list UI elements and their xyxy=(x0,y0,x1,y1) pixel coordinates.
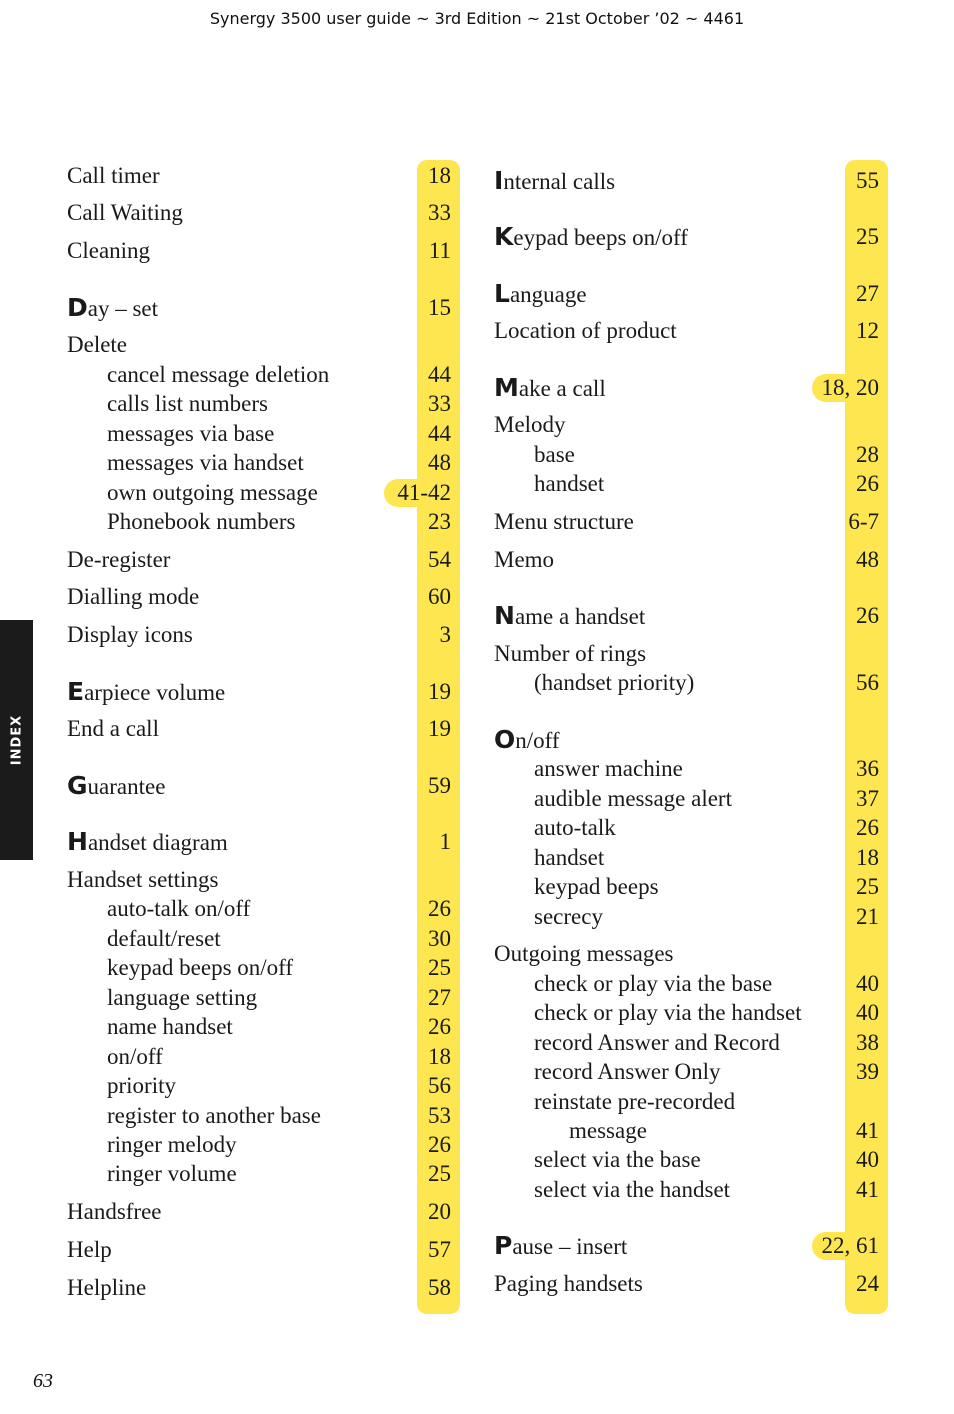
entry-page-number: 25 xyxy=(428,955,451,980)
index-entry xyxy=(534,1145,879,1175)
entry-text: record Answer Only xyxy=(534,1059,721,1084)
entry-text: ay – set xyxy=(87,296,159,321)
index-entry xyxy=(107,360,451,390)
index-entry xyxy=(534,813,879,843)
entry-page-number: 27 xyxy=(856,281,879,306)
section-initial-letter: D xyxy=(67,293,88,322)
entry-page-number: 20 xyxy=(428,1199,451,1224)
index-entry xyxy=(67,620,451,650)
entry-page-number: 33 xyxy=(428,391,451,416)
entry-page-number: 33 xyxy=(428,200,451,225)
index-entry xyxy=(494,279,879,309)
section-initial-letter: M xyxy=(494,373,519,402)
index-entry xyxy=(67,1235,451,1265)
entry-text: Call timer xyxy=(67,163,160,188)
index-entry xyxy=(534,872,879,902)
entry-page-number: 21 xyxy=(856,904,879,929)
entry-text: anguage xyxy=(509,282,587,307)
entry-text: andset diagram xyxy=(87,830,228,855)
index-entry xyxy=(494,507,879,537)
entry-text: own outgoing message xyxy=(107,480,318,505)
index-entry xyxy=(494,222,879,252)
entry-text: nternal calls xyxy=(503,169,616,194)
index-entry xyxy=(107,1159,451,1189)
index-entry xyxy=(494,1269,879,1299)
entry-text: messages via handset xyxy=(107,450,304,475)
index-entry xyxy=(67,1197,451,1227)
entry-page-number: 26 xyxy=(428,1014,451,1039)
entry-page-number: 26 xyxy=(856,603,879,628)
index-entry xyxy=(534,668,879,698)
index-entry xyxy=(107,894,451,924)
index-entry xyxy=(67,293,451,323)
entry-page-number: 19 xyxy=(428,679,451,704)
index-entry xyxy=(107,507,451,537)
entry-text: messages via base xyxy=(107,421,275,446)
entry-page-number: 57 xyxy=(428,1237,451,1262)
entry-text: Melody xyxy=(494,412,566,437)
entry-text: ringer volume xyxy=(107,1161,237,1186)
entry-text: End a call xyxy=(67,716,159,741)
index-entry xyxy=(534,998,879,1028)
entry-text: Phonebook numbers xyxy=(107,509,296,534)
index-entry xyxy=(534,754,879,784)
section-initial-letter: L xyxy=(494,279,510,308)
entry-page-number: 53 xyxy=(428,1103,451,1128)
entry-page-number: 25 xyxy=(856,874,879,899)
entry-page-number: 15 xyxy=(428,295,451,320)
entry-text: priority xyxy=(107,1073,176,1098)
index-entry xyxy=(534,902,879,932)
index-entry xyxy=(107,924,451,954)
entry-page-number: 48 xyxy=(428,450,451,475)
entry-page-number: 1 xyxy=(439,829,451,854)
entry-text: Call Waiting xyxy=(67,200,183,225)
index-entry xyxy=(494,639,879,669)
index-entry xyxy=(534,1087,879,1117)
entry-page-number: 27 xyxy=(428,985,451,1010)
index-entry xyxy=(534,440,879,470)
index-entry xyxy=(67,582,451,612)
entry-text: cancel message deletion xyxy=(107,362,330,387)
entry-text: auto-talk xyxy=(534,815,616,840)
index-entry xyxy=(107,1071,451,1101)
entry-text: ake a call xyxy=(518,376,606,401)
entry-page-number: 18 xyxy=(428,1044,451,1069)
entry-page-number: 18, 20 xyxy=(821,375,879,400)
section-initial-letter: P xyxy=(494,1231,513,1260)
index-entry xyxy=(494,410,879,440)
entry-page-number: 25 xyxy=(856,224,879,249)
index-entry xyxy=(67,198,451,228)
entry-text: select via the handset xyxy=(534,1177,731,1202)
entry-text: secrecy xyxy=(534,904,603,929)
entry-text: language setting xyxy=(107,985,258,1010)
entry-text: Handsfree xyxy=(67,1199,162,1224)
entry-page-number: 44 xyxy=(428,421,451,446)
entry-text: Cleaning xyxy=(67,238,151,263)
entry-text: ringer melody xyxy=(107,1132,237,1157)
index-entry xyxy=(107,1042,451,1072)
index-tab-label: INDEX xyxy=(9,714,24,766)
entry-text: calls list numbers xyxy=(107,391,268,416)
index-entry xyxy=(494,373,879,403)
entry-text: n/off xyxy=(515,728,560,753)
index-entry xyxy=(107,953,451,983)
index-entry xyxy=(494,725,879,755)
entry-text: De-register xyxy=(67,547,171,572)
index-entry xyxy=(67,236,451,266)
entry-page-number: 26 xyxy=(856,815,879,840)
entry-page-number: 23 xyxy=(428,509,451,534)
index-entry xyxy=(494,545,879,575)
entry-text: select via the base xyxy=(534,1147,701,1172)
entry-page-number: 40 xyxy=(856,1147,879,1172)
page-number: 63 xyxy=(33,1370,53,1392)
entry-page-number: 30 xyxy=(428,926,451,951)
index-entry xyxy=(67,545,451,575)
entry-text: Helpline xyxy=(67,1275,147,1300)
entry-text: Display icons xyxy=(67,622,193,647)
entry-text: message xyxy=(569,1118,647,1143)
entry-text: handset xyxy=(534,845,605,870)
entry-text: Dialling mode xyxy=(67,584,200,609)
index-entry xyxy=(534,469,879,499)
index-entry xyxy=(67,677,451,707)
index-entry xyxy=(107,389,451,419)
entry-page-number: 37 xyxy=(856,786,879,811)
entry-text: on/off xyxy=(107,1044,163,1069)
entry-text: name handset xyxy=(107,1014,233,1039)
index-entry xyxy=(534,1057,879,1087)
entry-page-number: 18 xyxy=(856,845,879,870)
entry-page-number: 56 xyxy=(428,1073,451,1098)
index-entry xyxy=(494,939,879,969)
entry-text: Menu structure xyxy=(494,509,634,534)
section-initial-letter: H xyxy=(67,827,88,856)
entry-text: check or play via the handset xyxy=(534,1000,802,1025)
entry-page-number: 40 xyxy=(856,971,879,996)
entry-text: default/reset xyxy=(107,926,221,951)
entry-text: Number of rings xyxy=(494,641,647,666)
index-entry xyxy=(494,601,879,631)
entry-page-number: 39 xyxy=(856,1059,879,1084)
index-entry xyxy=(67,330,451,360)
entry-text: Location of product xyxy=(494,318,677,343)
section-initial-letter: E xyxy=(67,677,85,706)
index-entry xyxy=(534,1175,879,1205)
entry-page-number: 12 xyxy=(856,318,879,343)
entry-text: answer machine xyxy=(534,756,683,781)
entry-text: (handset priority) xyxy=(534,670,695,695)
section-initial-letter: I xyxy=(494,166,504,195)
entry-text: reinstate pre-recorded xyxy=(534,1089,736,1114)
entry-page-number: 3 xyxy=(439,622,451,647)
entry-page-number: 41-42 xyxy=(397,480,451,505)
index-entry xyxy=(107,1101,451,1131)
index-side-tab xyxy=(0,620,33,860)
section-initial-letter: O xyxy=(494,725,516,754)
entry-text: handset xyxy=(534,471,605,496)
entry-text: audible message alert xyxy=(534,786,732,811)
index-entry xyxy=(569,1116,879,1146)
page-header: Synergy 3500 user guide ~ 3rd Edition ~ 21st October ’02 ~ 4461 xyxy=(209,9,745,28)
entry-text: check or play via the base xyxy=(534,971,773,996)
entry-page-number: 25 xyxy=(428,1161,451,1186)
index-entry xyxy=(107,1130,451,1160)
index-entry xyxy=(67,827,451,857)
entry-text: arpiece volume xyxy=(84,680,226,705)
entry-page-number: 18 xyxy=(428,163,451,188)
index-entry xyxy=(67,161,451,191)
index-entry xyxy=(494,1231,879,1261)
entry-page-number: 59 xyxy=(428,773,451,798)
index-entry xyxy=(534,784,879,814)
entry-text: ause – insert xyxy=(512,1234,628,1259)
section-initial-letter: N xyxy=(494,601,515,630)
entry-text: record Answer and Record xyxy=(534,1030,780,1055)
index-entry xyxy=(494,316,879,346)
entry-page-number: 55 xyxy=(856,168,879,193)
entry-text: eypad beeps on/off xyxy=(513,225,688,250)
entry-text: Delete xyxy=(67,332,128,357)
entry-page-number: 6-7 xyxy=(848,509,879,534)
entry-page-number: 24 xyxy=(856,1271,879,1296)
index-entry xyxy=(494,166,879,196)
entry-text: uarantee xyxy=(87,774,166,799)
index-entry xyxy=(534,1028,879,1058)
section-initial-letter: G xyxy=(67,771,88,800)
entry-page-number: 28 xyxy=(856,442,879,467)
entry-page-number: 26 xyxy=(856,471,879,496)
entry-text: Paging handsets xyxy=(494,1271,643,1296)
entry-page-number: 22, 61 xyxy=(821,1233,879,1258)
index-entry xyxy=(67,714,451,744)
index-entry xyxy=(67,865,451,895)
entry-page-number: 26 xyxy=(428,1132,451,1157)
index-entry xyxy=(534,969,879,999)
entry-page-number: 40 xyxy=(856,1000,879,1025)
entry-page-number: 26 xyxy=(428,896,451,921)
entry-text: Outgoing messages xyxy=(494,941,674,966)
entry-text: Memo xyxy=(494,547,555,572)
index-entry xyxy=(107,478,451,508)
entry-page-number: 60 xyxy=(428,584,451,609)
entry-text: keypad beeps on/off xyxy=(107,955,294,980)
entry-text: Handset settings xyxy=(67,867,219,892)
entry-text: auto-talk on/off xyxy=(107,896,251,921)
entry-page-number: 38 xyxy=(856,1030,879,1055)
entry-page-number: 19 xyxy=(428,716,451,741)
index-entry xyxy=(107,983,451,1013)
entry-page-number: 41 xyxy=(856,1177,879,1202)
entry-page-number: 58 xyxy=(428,1275,451,1300)
entry-text: Help xyxy=(67,1237,112,1262)
entry-page-number: 41 xyxy=(856,1118,879,1143)
entry-text: keypad beeps xyxy=(534,874,659,899)
entry-page-number: 48 xyxy=(856,547,879,572)
index-entry xyxy=(67,1273,451,1303)
entry-page-number: 36 xyxy=(856,756,879,781)
entry-page-number: 44 xyxy=(428,362,451,387)
index-entry xyxy=(67,771,451,801)
entry-page-number: 54 xyxy=(428,547,451,572)
section-initial-letter: K xyxy=(494,222,514,251)
index-entry xyxy=(107,1012,451,1042)
entry-page-number: 11 xyxy=(428,238,451,263)
index-entry xyxy=(534,843,879,873)
entry-text: ame a handset xyxy=(514,604,646,629)
index-entry xyxy=(107,448,451,478)
entry-text: base xyxy=(534,442,575,467)
entry-text: register to another base xyxy=(107,1103,321,1128)
entry-page-number: 56 xyxy=(856,670,879,695)
index-entry xyxy=(107,419,451,449)
